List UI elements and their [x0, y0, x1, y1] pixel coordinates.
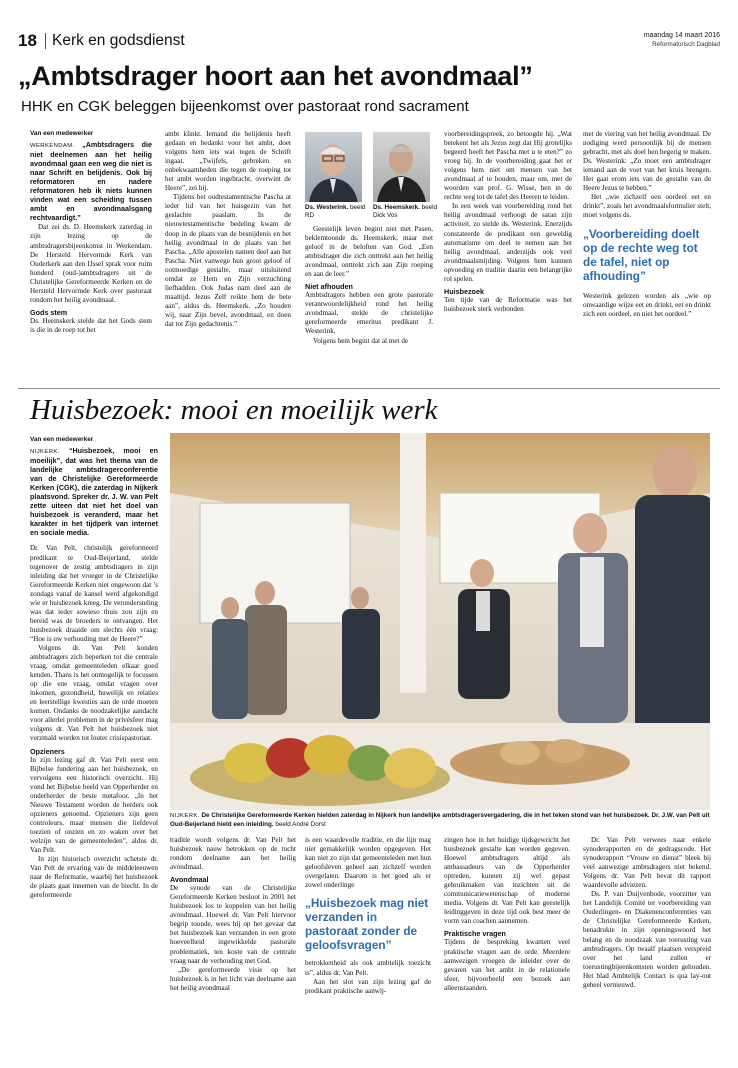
paragraph: zingen hoe in het huidige tijdsgewricht het huisbezoek gestalte kan worden gegeven. Hoewel ambtsdragers altijd als ambassadeurs van de Opperherder optreden, kunnen zij wel gepast gebruikmaken van inzichten uit de communicatiewetenschap of moderne media. Volgens dr. Van Pelt kan geestelijk leidinggeven in deze tijd ook best meer de vorm van coachen aannemen. [444, 836, 570, 926]
issue-date: maandag 14 maart 2016 [643, 32, 720, 39]
paragraph: In zijn lezing gaf dr. Van Pelt eerst een Bijbelse fundering aan het huisbezoek, en vervolgens een historisch overzicht. Hij vond het Bijbelse beeld van Opperherder en onderherder de beste metafoor. „In het Nieuwe Testament worden de herders ook opzieners genoemd. Opzieners zijn geen controleurs, maar mensen die liefdevol toezien of onzien en zo waken over het welzijn van de gemeenteleden”, aldus dr. Van Pelt. [30, 755, 158, 854]
portrait-heemskerk [373, 132, 430, 202]
paragraph: De synode van de Christelijke Gereformeerde Kerken besloot in 2001 het huisbezoek los te koppelen van het heilig avondmaal. Hoewel dr. Van Pelt hiervoor begrip toonde, wees hij op het gevaar dat het huisbezoek kan verzanden in een grote hoeveelheid ingewikkelde pastorale problematiek, ten koste van de centrale vraag naar de verhouding met God. [170, 884, 296, 965]
article1-lead: WERKENDAM. „Ambtsdragers die niet deelnemen aan het heilig avondmaal gaan een weg die niet is naar Schrift en belijdenis. Ook bij reformatoren en nadere reformatoren heb ik niets kunnen vinden wat een scheiding tussen ambt en avondmaalsgang rechtvaardigt.” [30, 141, 152, 223]
paragraph: Geestelijk leven begint niet met Pasen, beklemtoonde ds. Heemskerk, maar met geloof in de beloften van God. „Een ambtsdrager die zich onttrekt aan het heilig avondmaal, onttrekt zich aan Zijn roeping en aan de leer.” [305, 225, 433, 279]
paper-name: Reformatorisch Dagblad [652, 41, 720, 48]
photo-caption-text: De Christelijke Gereformeerde Kerken hielden zaterdag in Nijkerk hun landelijke ambtsdragersvergadering, die in het teken stond van het huisbezoek. Dr. J.W. van Pelt uit Oud-Beijerland hield een inleiding. [170, 812, 710, 828]
article1-dateline: WERKENDAM. [30, 143, 75, 149]
photo-caption-dateline: NIJKERK. [170, 813, 200, 819]
article2-column-2 [170, 836, 296, 993]
portrait-westerink [305, 132, 362, 202]
paragraph: Aan het slot van zijn lezing gaf de predikant praktische aanwij- [305, 977, 431, 995]
paragraph: Volgens hem begint dat al met de [313, 336, 409, 345]
paragraph: met de viering van het heilig avondmaal. De nodiging werd persoonlijk bij de mensen gebracht, met als doel hen begerig te maken. Ds. Westerink: „Zo moet een ambtsdrager iemand aan de voet van het kruis brengen. Het gaat erom iets van de gestalte van de Heere Jezus te hebben.” [583, 130, 711, 193]
subheading: Praktische vragen [444, 929, 506, 939]
header-divider [45, 33, 46, 49]
paragraph: Ambtsdragers hebben een grote pastorale verantwoordelijkheid rond het heilig avondmaal, stelde de christelijke gereformeerde emeritus predikant J. Westerink. [305, 291, 433, 336]
person-photo-icon [373, 132, 430, 202]
subheading: Niet afhouden [305, 282, 353, 292]
article1-column-5 [583, 130, 711, 319]
article1-column-1 [30, 130, 152, 335]
paragraph: Het „wie zichzelf een oordeel eet en drinkt”, zoals het avondmaalsformulier stelt, moet volgens ds. [583, 193, 711, 220]
section-title: Kerk en godsdienst [52, 32, 185, 49]
article2-headline: Huisbezoek: mooi en moeilijk werk [30, 394, 438, 426]
paragraph: Ten tijde van de Reformatie was het huisbezoek sterk verbonden [444, 295, 572, 313]
paragraph: traditie wordt volgens dr. Van Pelt het huisbezoek nauw betrokken op de tucht rondom deelname aan het heilig avondmaal. [170, 836, 296, 872]
paragraph: „De gereformeerde visie op het huisbezoek is in het licht van deelname aan het heilig avondmaal [170, 965, 296, 992]
subheading: Gods stem [30, 307, 68, 317]
page-header [18, 28, 720, 54]
conference-photo-caption [170, 812, 710, 829]
paragraph: Volgens dr. Van Pelt konden ambtsdragers zich beperken tot die centrale vraag, omdat gemeenteleden elkaar goed kenden. Thans is het onmogelijk te focussen op die ene vraag, omdat vragen over inkomen, gezondheid, huwelijk en relaties en leerstellige kwesties aan de orde moeten komen. Ondanks de noodzakelijke aandacht voor allerlei problemen in de privésfeer mag volgens dr. Van Pelt het huisbezoek niet verzmald worden tot louter crisispastoraat. [30, 643, 158, 743]
article2-byline: Van een medewerker [30, 436, 94, 443]
paragraph: In een week van voorbereiding rond het heilig avondmaal verhoogt de satan zijn activiteit, zo stelde ds. Westerink. Enerzijds constateerde de predikant een geweldig automatisme om deel te nemen aan het heilig avondmaal, anderzijds ook veel avondmaalsmijding. Volgens hem kunnen opvoeding en traditie daarin een belangrijke rol spelen. [444, 202, 572, 283]
article1-pull-quote: „Voorbereiding doelt op de rechte weg tot de tafel, niet op afhouding” [583, 227, 700, 283]
paragraph: Dr. Van Pelt, christelijk gereformeerd predikant te Oud-Beijerland, stelde tegenover de zestig ambtsdragers in zijn inleiding dat het vroeger in de Christelijke Gereformeerde Kerken niet ongewoon dat ’s zondags vanaf de kansel werd afgekondigd wie er huisbezoek kreeg. De verondersteling was dat ieder sowieso thuis zou zijn en bereid was de broeders te ontvangen. Het huisbezoek draaide om slechts één vraag: “Hoe is uw verhouding met de Heere?” [30, 544, 158, 643]
paragraph: Dat zei ds. D. Heemskerk zaterdag in zijn lezing op de ambtsdragersbijeenkomst in Werkendam. De Hersteld Hervormde Kerk van Ouderkerk aan den IJssel sprak voor ruim honderd (oud-)ambtsdragers uit de Christelijke Gereformeerde Kerken en de Hersteld Hervormde Kerk over pastoraat rondom het heilig avondmaal. [30, 223, 152, 304]
paragraph: is een waardevolle traditie, en die lijn mag niet gemakkelijk worden opgegeven. Het kan niet zo zijn dat gemeenteleden met hun geloofsleven geheel aan zichzelf worden overgelaten. Daarom is het goed als er zowel onderlinge [305, 836, 431, 890]
paragraph: In zijn historisch overzicht schetste dr. Van Pelt de ervaring van de middeleeuwen naar de Reformatie, waarbij het huisbezoek de plaats gaat innemen van de biecht. In de gereformeerde [30, 855, 158, 900]
person-photo-icon [305, 132, 362, 202]
portrait-westerink-caption: Ds. Westerink. beeld RD [305, 204, 366, 219]
article2-column-3 [305, 836, 431, 996]
article1-headline: „Ambtsdrager hoort aan het avondmaal” [18, 61, 533, 91]
article-divider [18, 388, 720, 389]
conference-photo [170, 433, 710, 810]
article1-subhead: HHK en CGK beleggen bijeenkomst over pastoraat rond sacrament [21, 98, 469, 115]
photo-credit: beeld André Dorst [275, 820, 326, 828]
subheading: Avondmaal [170, 875, 209, 885]
subheading: Huisbezoek [444, 286, 484, 296]
article1-column-2 [165, 130, 291, 329]
paragraph: voorbereidingspreek, zo betoogde hij. „Wat betekent het als Jezus zegt dat Hij grotelijks begeerd heeft het Pascha met u te eten?” zo vroeg hij. In de voorbereiding gaat het er volgens hem niet om mensen van het avondmaal af te houden, maar om, met de woorden van prof. G. Wisse, hen in de rechte weg tot de tafel des Heeren te leiden. [444, 130, 572, 202]
paragraph: Ds. Heemskerk stelde dat het Gods stem is die in de roep tot het [30, 316, 152, 334]
article1-column-4 [444, 130, 572, 314]
article2-column-4 [444, 836, 570, 993]
article2-pull-quote: „Huisbezoek mag niet verzanden in pastoraat zonder de geloofsvragen” [305, 896, 429, 952]
paragraph: Westerink gelezen worden als „wie op onwaardige wijze eet en drinkt, eet en drinkt zich een oordeel, en niet het oordeel.” [583, 291, 711, 318]
paragraph: Tijdens het oudtestamentische Pascha at ieder lid van het huisgezin van het geslachte paaslam. In de nieuwtestamentische bedeling kwam de doop in de plaats van de besnijdenis en het heilig avondmaal in de plaats van het Pascha. „Alle apostelen namen deel aan het Pascha. Niet vanwege hun groot geloof of ootmoedige gestalte, maar uitsluitend omdat ze Hem en Zijn verzuchting liefhadden. Ook Judas nam deel aan de maaltijd. Jezus Zelf reikte hem de bete aan”, aldus ds. Heemskerk. „Zo houden wij, naar Zijn bevel, avondmaal, en doen dat tot Zijn gedachtenis.” [165, 193, 291, 328]
article1-byline: Van een medewerker [30, 130, 94, 137]
article2-dateline: NIJKERK. [30, 449, 60, 455]
paragraph: Tijdens de bespreking kwamen veel praktische vragen aan de orde. Meerdere aanwezigen vroegen de inleider over de gevaren van het ambt in de relationele sfeer, bijvoorbeeld een bezoek aan alleenstaanden. [444, 938, 570, 992]
article2-column-1 [30, 436, 158, 900]
paragraph: Dr. Van Pelt verwees naar enkele synoderapporten en de gedragscode. Het synoderapport “Vrouw en dienst” bleek bij veel aanwezige ambtsdragers niet bekend. Volgens dr. Van Pelt bevat dit rapport waardevolle adviezen. [583, 836, 711, 890]
article2-lead: NIJKERK. “Huisbezoek, mooi en moeilijk”, dat was het thema van de landelijke ambtsdragerconferentie van de Christelijke Gereformeerde Kerken (CGK), die zaterdag in Nijkerk plaatsvond. Spreker dr. J. W. van Pelt zette uiteen dat niet het doel van huisbezoek is veranderd, maar het karakter in het tijdperk van internet en sociale media. [30, 447, 158, 538]
conference-scene-icon [170, 433, 710, 810]
subheading: Opzieners [30, 746, 65, 756]
article1-column-3 [305, 225, 433, 346]
paragraph: betrokkenheid als ook ambtelijk toezicht is”, aldus dr. Van Pelt. [305, 959, 431, 977]
paragraph: Ds. P. van Duijvenbode, voorzitter van het Landelijk Comité ter voorbereiding van Ouderlingen- en Diakenenconferenties van de Christelijke Gereformeerde Kerken, benadrukte in zijn openingswoord het belang en de noodzaak van toerusting van ambtsdragers. Op twaalf plaatsen verspreid over het land zullen er toerustingbijeenkomsten worden gehouden. Het blad Ambtelijk Contact is qua lay-out geheel vernieuwd. [583, 890, 711, 989]
paragraph: ambt klinkt. Iemand die belijdenis heeft gedaan en bedankt voor het ambt, doet volgens hem iets wat tegen de Schrift ingaat. „Twijfels, gebreken en onbekwaamheden die tegen de roeping tot het ambt worden ingebracht, overwint de Heere”, zei hij. [165, 130, 291, 193]
portrait-heemskerk-caption: Ds. Heemskerk. beeld Dick Vos [373, 204, 438, 219]
page-number: 18 [18, 31, 37, 50]
article2-column-5 [583, 836, 711, 990]
